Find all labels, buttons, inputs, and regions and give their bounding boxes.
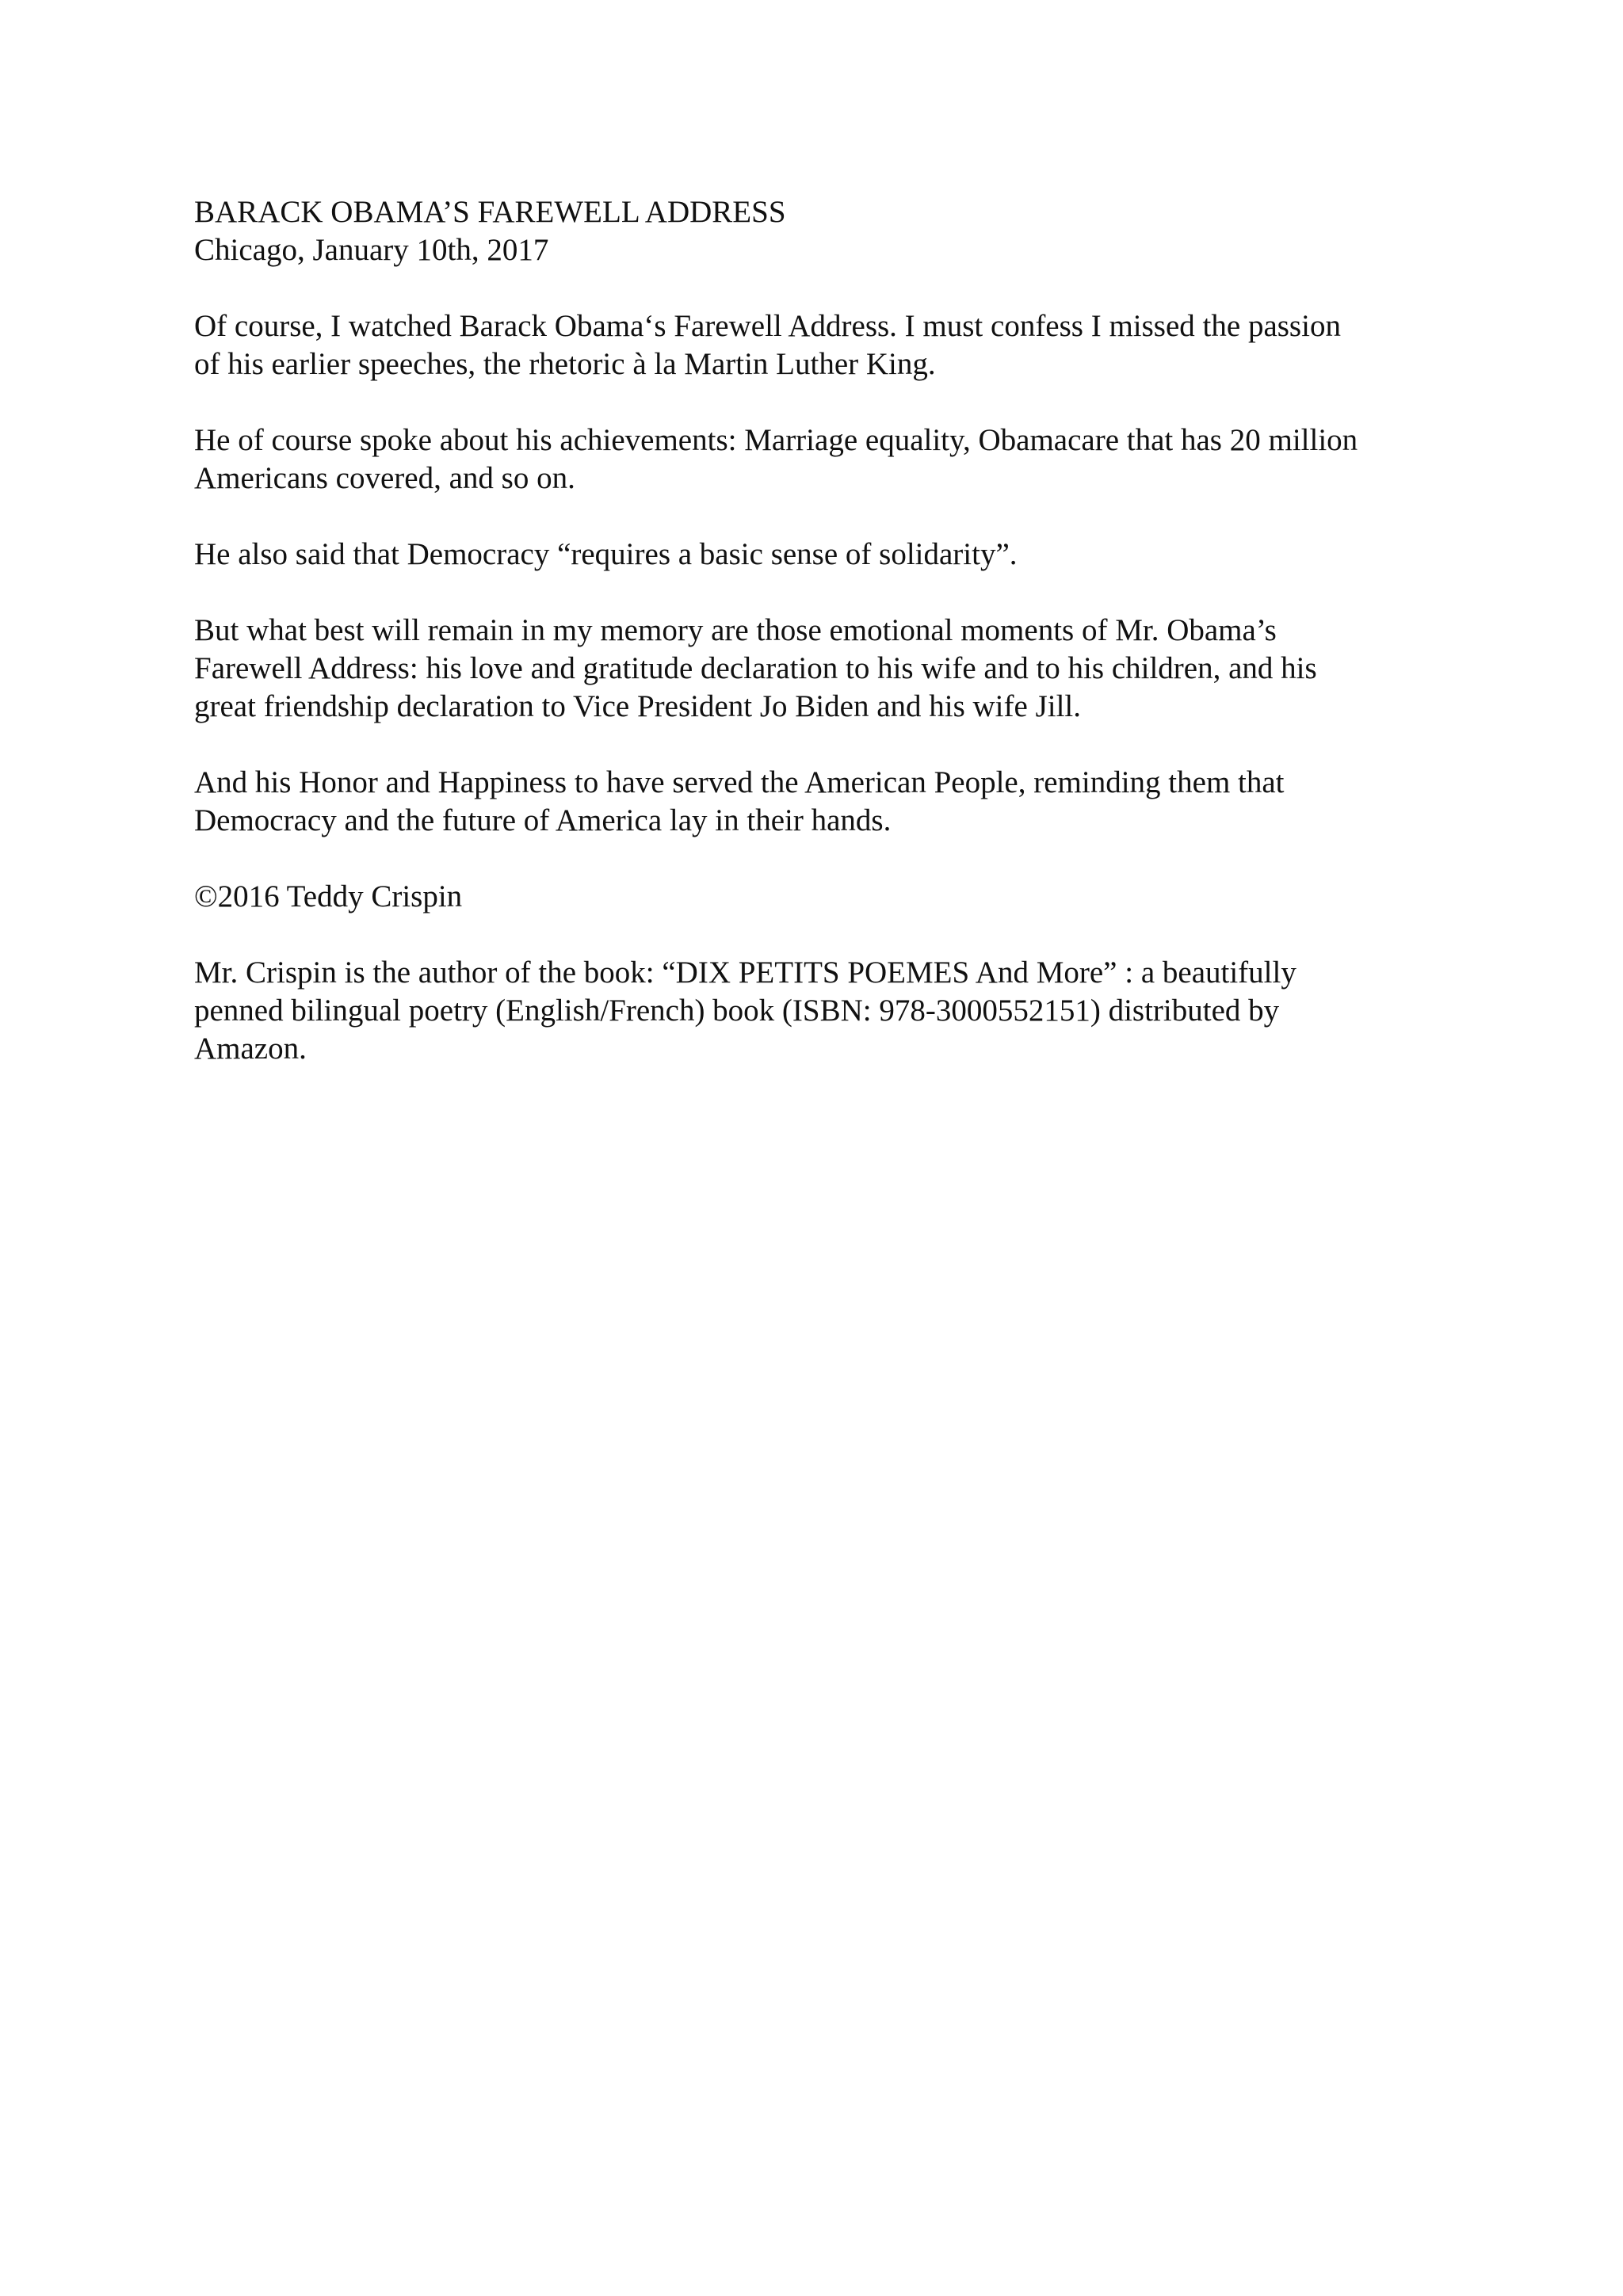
author-note-line: Mr. Crispin is the author of the book: “DIX PETITS POEMES And More” : a beautifully: [194, 955, 1296, 990]
paragraph-line: Democracy and the future of America lay in their hands.: [194, 803, 892, 837]
paragraph-4: [194, 612, 1454, 726]
paragraph-3: [194, 536, 1454, 574]
paragraph-5: [194, 764, 1454, 840]
copyright-text: ©2016 Teddy Crispin: [194, 879, 463, 913]
author-note-line: penned bilingual poetry (English/French) book (ISBN: 978-3000552151) distributed by: [194, 994, 1280, 1028]
copyright-line: [194, 878, 1454, 916]
paragraph-line: Of course, I watched Barack Obama‘s Farewell Address. I must confess I missed the passion: [194, 309, 1341, 343]
paragraph-line: Americans covered, and so on.: [194, 461, 575, 495]
paragraph-1: [194, 307, 1454, 383]
paragraph-line: Farewell Address: his love and gratitude declaration to his wife and to his children, and his: [194, 651, 1317, 685]
author-note-line: Amazon.: [194, 1032, 307, 1066]
author-note: [194, 954, 1454, 1068]
paragraph-line: of his earlier speeches, the rhetoric à la Martin Luther King.: [194, 347, 936, 381]
paragraph-line: And his Honor and Happiness to have served the American People, reminding them that: [194, 765, 1285, 799]
document-heading: [194, 193, 1454, 269]
paragraph-line: But what best will remain in my memory are those emotional moments of Mr. Obama’s: [194, 613, 1277, 647]
document-title: BARACK OBAMA’S FAREWELL ADDRESS: [194, 195, 786, 229]
paragraph-line: great friendship declaration to Vice President Jo Biden and his wife Jill.: [194, 689, 1082, 723]
paragraph-line: He of course spoke about his achievements: Marriage equality, Obamacare that has 20 million: [194, 423, 1358, 457]
paragraph-2: [194, 421, 1454, 498]
document-dateline: Chicago, January 10th, 2017: [194, 233, 549, 267]
document-body: [194, 193, 1454, 1106]
paragraph-line: He also said that Democracy “requires a basic sense of solidarity”.: [194, 537, 1018, 571]
